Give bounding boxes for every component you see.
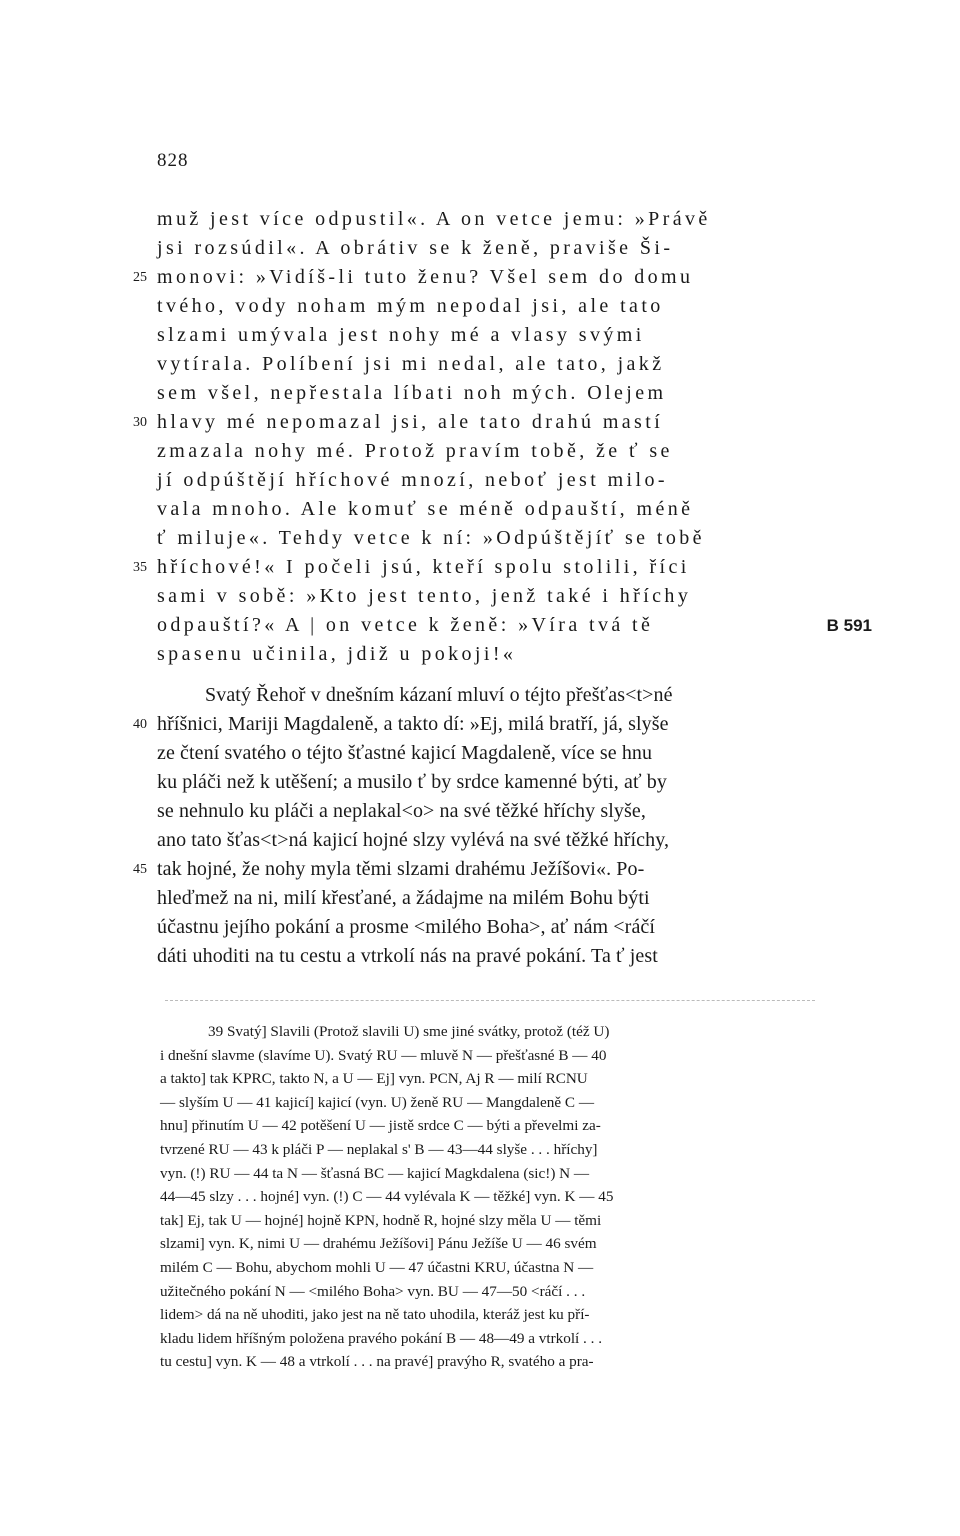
line-text: jí odpúštějí hříchové mnozí, neboť jest milo-: [157, 469, 668, 491]
line-text: sem všel, nepřestala líbati noh mých. Olejem: [157, 382, 667, 404]
line-text: sami v sobě: »Kto jest tento, jenž také i hříchy: [157, 585, 692, 607]
text-line: [133, 408, 822, 437]
line-text: odpauští?« A | on vetce k ženě: »Víra tvá tě: [157, 614, 654, 636]
margin-reference: B 591: [826, 616, 872, 635]
text-line: [157, 495, 822, 524]
text-line: [157, 234, 822, 263]
note-line: a takto] tak KPRC, takto N, a U — Ej] vyn. PCN, Aj R — milí RCNU: [160, 1070, 588, 1088]
line-number: 25: [133, 270, 147, 285]
line-text: slzami umývala jest nohy mé a vlasy svými: [157, 324, 645, 346]
text-line: [157, 797, 822, 826]
note-line: 44—45 slzy . . . hojné] vyn. (!) C — 44 vylévala K — těžké] vyn. K — 45: [160, 1188, 614, 1206]
text-line: [157, 582, 822, 611]
text-line: [157, 884, 822, 913]
text-line: [157, 640, 822, 669]
note-line: tak] Ej, tak U — hojné] hojně KPN, hodně R, hojné slzy měla U — těmi: [160, 1211, 602, 1229]
paragraph-gap: [157, 669, 822, 681]
note-line: milém C — Bohu, abychom mohli U — 47 účastni KRU, účastna N —: [160, 1258, 594, 1276]
line-number: 40: [133, 717, 147, 732]
main-text: [133, 205, 872, 971]
note-line: i dnešní slavme (slavíme U). Svatý RU — mluvě N — přešťasné B — 40: [160, 1046, 607, 1064]
line-number: 30: [133, 415, 147, 430]
note-line: 39 Svatý] Slavili (Protož slavili U) sme jiné svátky, protož (též U): [208, 1023, 610, 1040]
text-line: [157, 437, 822, 466]
note-line: hnu] přinutím U — 42 potěšení U — jistě srdce C — býti a převelmi za-: [160, 1117, 601, 1135]
text-line: [157, 524, 822, 553]
text-line: [133, 553, 822, 582]
line-number: 35: [133, 560, 147, 575]
text-line: [157, 350, 822, 379]
line-text: hříchové!« I počeli jsú, kteří spolu stolili, říci: [157, 556, 690, 578]
line-text: vala mnoho. Ale komuť se méně odpauští, méně: [157, 498, 694, 520]
line-text: jsi rozsúdil«. A obrátiv se k ženě, praviše Ši-: [157, 237, 674, 259]
text-line: [157, 739, 822, 768]
line-text: hříšnici, Mariji Magdaleně, a takto dí: »Ej, milá bratří, já, slyše: [157, 713, 669, 735]
text-line: [157, 379, 822, 408]
note-line: vyn. (!) RU — 44 ta N — šťasná BC — kajicí Magkdalena (sic!) N —: [160, 1164, 590, 1182]
line-number: 45: [133, 862, 147, 877]
text-line: [157, 913, 822, 942]
line-text: muž jest více odpustil«. A on vetce jemu: »Právě: [157, 208, 711, 230]
line-text: monovi: »Vidíš-li tuto ženu? Všel sem do domu: [157, 266, 694, 288]
text-line: [133, 263, 822, 292]
text-line: [133, 855, 822, 884]
line-text: ku pláči než k utěšení; a musilo ť by srdce kamenné býti, ať by: [157, 771, 667, 793]
line-text: dáti uhoditi na tu cestu a vtrkolí nás na pravé pokání. Ta ť jest: [157, 945, 658, 967]
line-text: ť miluje«. Tehdy vetce k ní: »Odpúštějíť se tobě: [157, 527, 705, 549]
note-line: tvrzené RU — 43 k pláči P — neplakal s' B — 43—44 slyše . . . hříchy]: [160, 1140, 598, 1158]
line-text: hleďmež na ni, milí křesťané, a žádajme na milém Bohu býti: [157, 887, 650, 909]
text-line: [157, 611, 872, 640]
line-text: hlavy mé nepomazal jsi, ale tato drahú mastí: [157, 411, 664, 433]
note-line: — slyším U — 41 kajicí] kajicí (vyn. U) ženě RU — Mangdaleně C —: [160, 1093, 595, 1111]
line-text: se nehnulo ku pláči a neplakal<o> na své těžké hříchy slyše,: [157, 800, 646, 822]
text-line: [157, 466, 822, 495]
note-line: lidem> dá na ně uhoditi, jako jest na ně tato uhodila, kteráž jest ku pří-: [160, 1306, 590, 1324]
critical-apparatus: [160, 1020, 820, 1374]
footnote-separator: [165, 1000, 815, 1001]
text-line: [157, 292, 822, 321]
text-line: [157, 205, 822, 234]
line-text: tvého, vody noham mým nepodal jsi, ale tato: [157, 295, 664, 317]
text-line: [157, 826, 822, 855]
page-number: 828: [157, 150, 189, 171]
line-text: spasenu učinila, jdiž u pokoji!«: [157, 643, 517, 665]
line-text: vytírala. Políbení jsi mi nedal, ale tato, jakž: [157, 353, 665, 375]
text-line: [157, 768, 822, 797]
line-text: ze čtení svatého o téjto šťastné kajicí Magdaleně, více se hnu: [157, 742, 653, 764]
note-line: kladu lidem hříšným položena pravého pokání B — 48—49 a vtrkolí . . .: [160, 1329, 603, 1347]
line-text: účastnu jejího pokání a prosme <milého Boha>, ať nám <ráčí: [157, 916, 656, 938]
line-text: ano tato šťas<t>ná kajicí hojné slzy vylévá na své těžké hříchy,: [157, 829, 670, 851]
text-line: [133, 710, 822, 739]
note-line: užitečného pokání N — <milého Boha> vyn. BU — 47—50 <ráčí . . .: [160, 1282, 586, 1300]
text-line: [157, 321, 822, 350]
line-text: Svatý Řehoř v dnešním kázaní mluví o téjto přešťas<t>né: [205, 684, 673, 706]
note-line: tu cestu] vyn. K — 48 a vtrkolí . . . na pravé] pravýho R, svatého a pra-: [160, 1353, 594, 1371]
text-line: [157, 942, 822, 971]
text-line: [157, 681, 822, 710]
line-text: zmazala nohy mé. Protož pravím tobě, že ť se: [157, 440, 673, 462]
note-line: slzami] vyn. K, nimi U — drahému Ježíšovi] Pánu Ježíše U — 46 svém: [160, 1235, 597, 1253]
line-text: tak hojné, že nohy myla těmi slzami drahému Ježíšovi«. Po-: [157, 858, 645, 880]
